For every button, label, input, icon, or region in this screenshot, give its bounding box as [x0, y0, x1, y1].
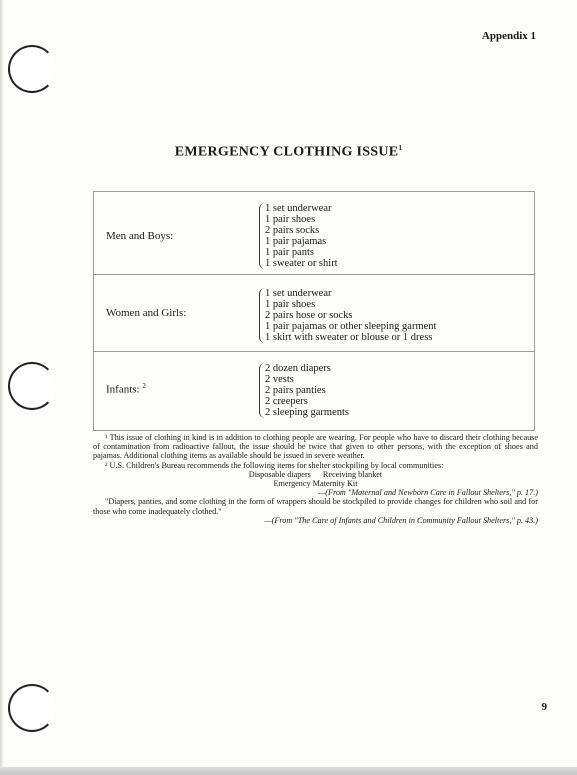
list-item: 2 dozen diapers: [265, 363, 331, 374]
footnotes: [93, 433, 538, 525]
footnote-2-items: Disposable diapers Receiving blanket: [248, 469, 383, 479]
list-item: 1 pair shoes: [265, 214, 316, 225]
list-item: 1 pair pajamas or other sleeping garment: [265, 321, 437, 332]
binder-hole-middle: [8, 362, 56, 410]
title-footnote-marker: 1: [398, 144, 403, 152]
item-list-men-and-boys: [259, 203, 338, 269]
list-item: 2 vests: [265, 374, 294, 385]
binder-hole-top: [8, 45, 56, 93]
list-item: 1 skirt with sweater or blouse or 1 dress: [265, 332, 433, 343]
list-item: 1 pair pajamas: [265, 236, 327, 247]
page-title-text: EMERGENCY CLOTHING ISSUE: [174, 144, 399, 160]
page-number: 9: [541, 701, 547, 713]
table-row-infants: [94, 352, 534, 430]
list-item: 2 pairs panties: [265, 385, 326, 396]
page-edge-shadow: [0, 0, 4, 775]
row-label: Women and Girls:: [106, 307, 187, 319]
table-row-women-and-girls: [94, 275, 534, 352]
clothing-table: [93, 191, 535, 431]
list-item: 1 set underwear: [265, 288, 332, 299]
item-list-infants: [259, 363, 349, 418]
footnote-2-intro: ² U.S. Children's Bureau recommends the following items for shelter stockpiling by local communities:: [105, 460, 444, 470]
table-row-men-and-boys: [94, 192, 534, 275]
list-item: 1 set underwear: [265, 203, 332, 214]
row-label: Men and Boys:: [106, 230, 174, 242]
list-item: 1 pair shoes: [265, 299, 316, 310]
list-item: 1 pair pants: [265, 247, 314, 258]
list-item: 2 creepers: [265, 396, 308, 407]
binder-hole-bottom: [8, 684, 56, 732]
footnote-1: ¹ This issue of clothing in kind is in addition to clothing people are wearing. For people who have to discard their clothing because of contamination from radioactive fallout, the issue should be twice that given to other persons, with the exception of shoes and pajamas. Additional clothing items as available should be issued in severe weather.: [93, 433, 538, 461]
row-label: Infants: $^2$: [106, 382, 146, 396]
infants-footnote-marker: 2: [142, 382, 146, 390]
footnote-2-item-kit: Emergency Maternity Kit: [273, 479, 358, 489]
item-list-women-and-girls: [259, 288, 436, 343]
list-item: 2 sleeping garments: [265, 407, 349, 418]
footnote-2-source-1: —(From "Maternal and Newborn Care in Fallout Shelters," p. 17.): [317, 488, 538, 498]
list-item: 1 sweater or shirt: [265, 258, 338, 269]
footnote-2-source-2: —(From "The Care of Infants and Children in Community Fallout Shelters," p. 43.): [264, 515, 538, 525]
appendix-label: Appendix 1: [481, 30, 536, 42]
scan-bottom-edge: [0, 767, 577, 775]
list-item: 2 pairs socks: [265, 225, 320, 236]
page-title: [0, 144, 577, 161]
footnote-2-quote: "Diapers, panties, and some clothing in the form of wrappers should be stockpiled to provide changes for children who soil and for those who come inadequately clothed.": [93, 497, 538, 516]
list-item: 2 pairs hose or socks: [265, 310, 353, 321]
